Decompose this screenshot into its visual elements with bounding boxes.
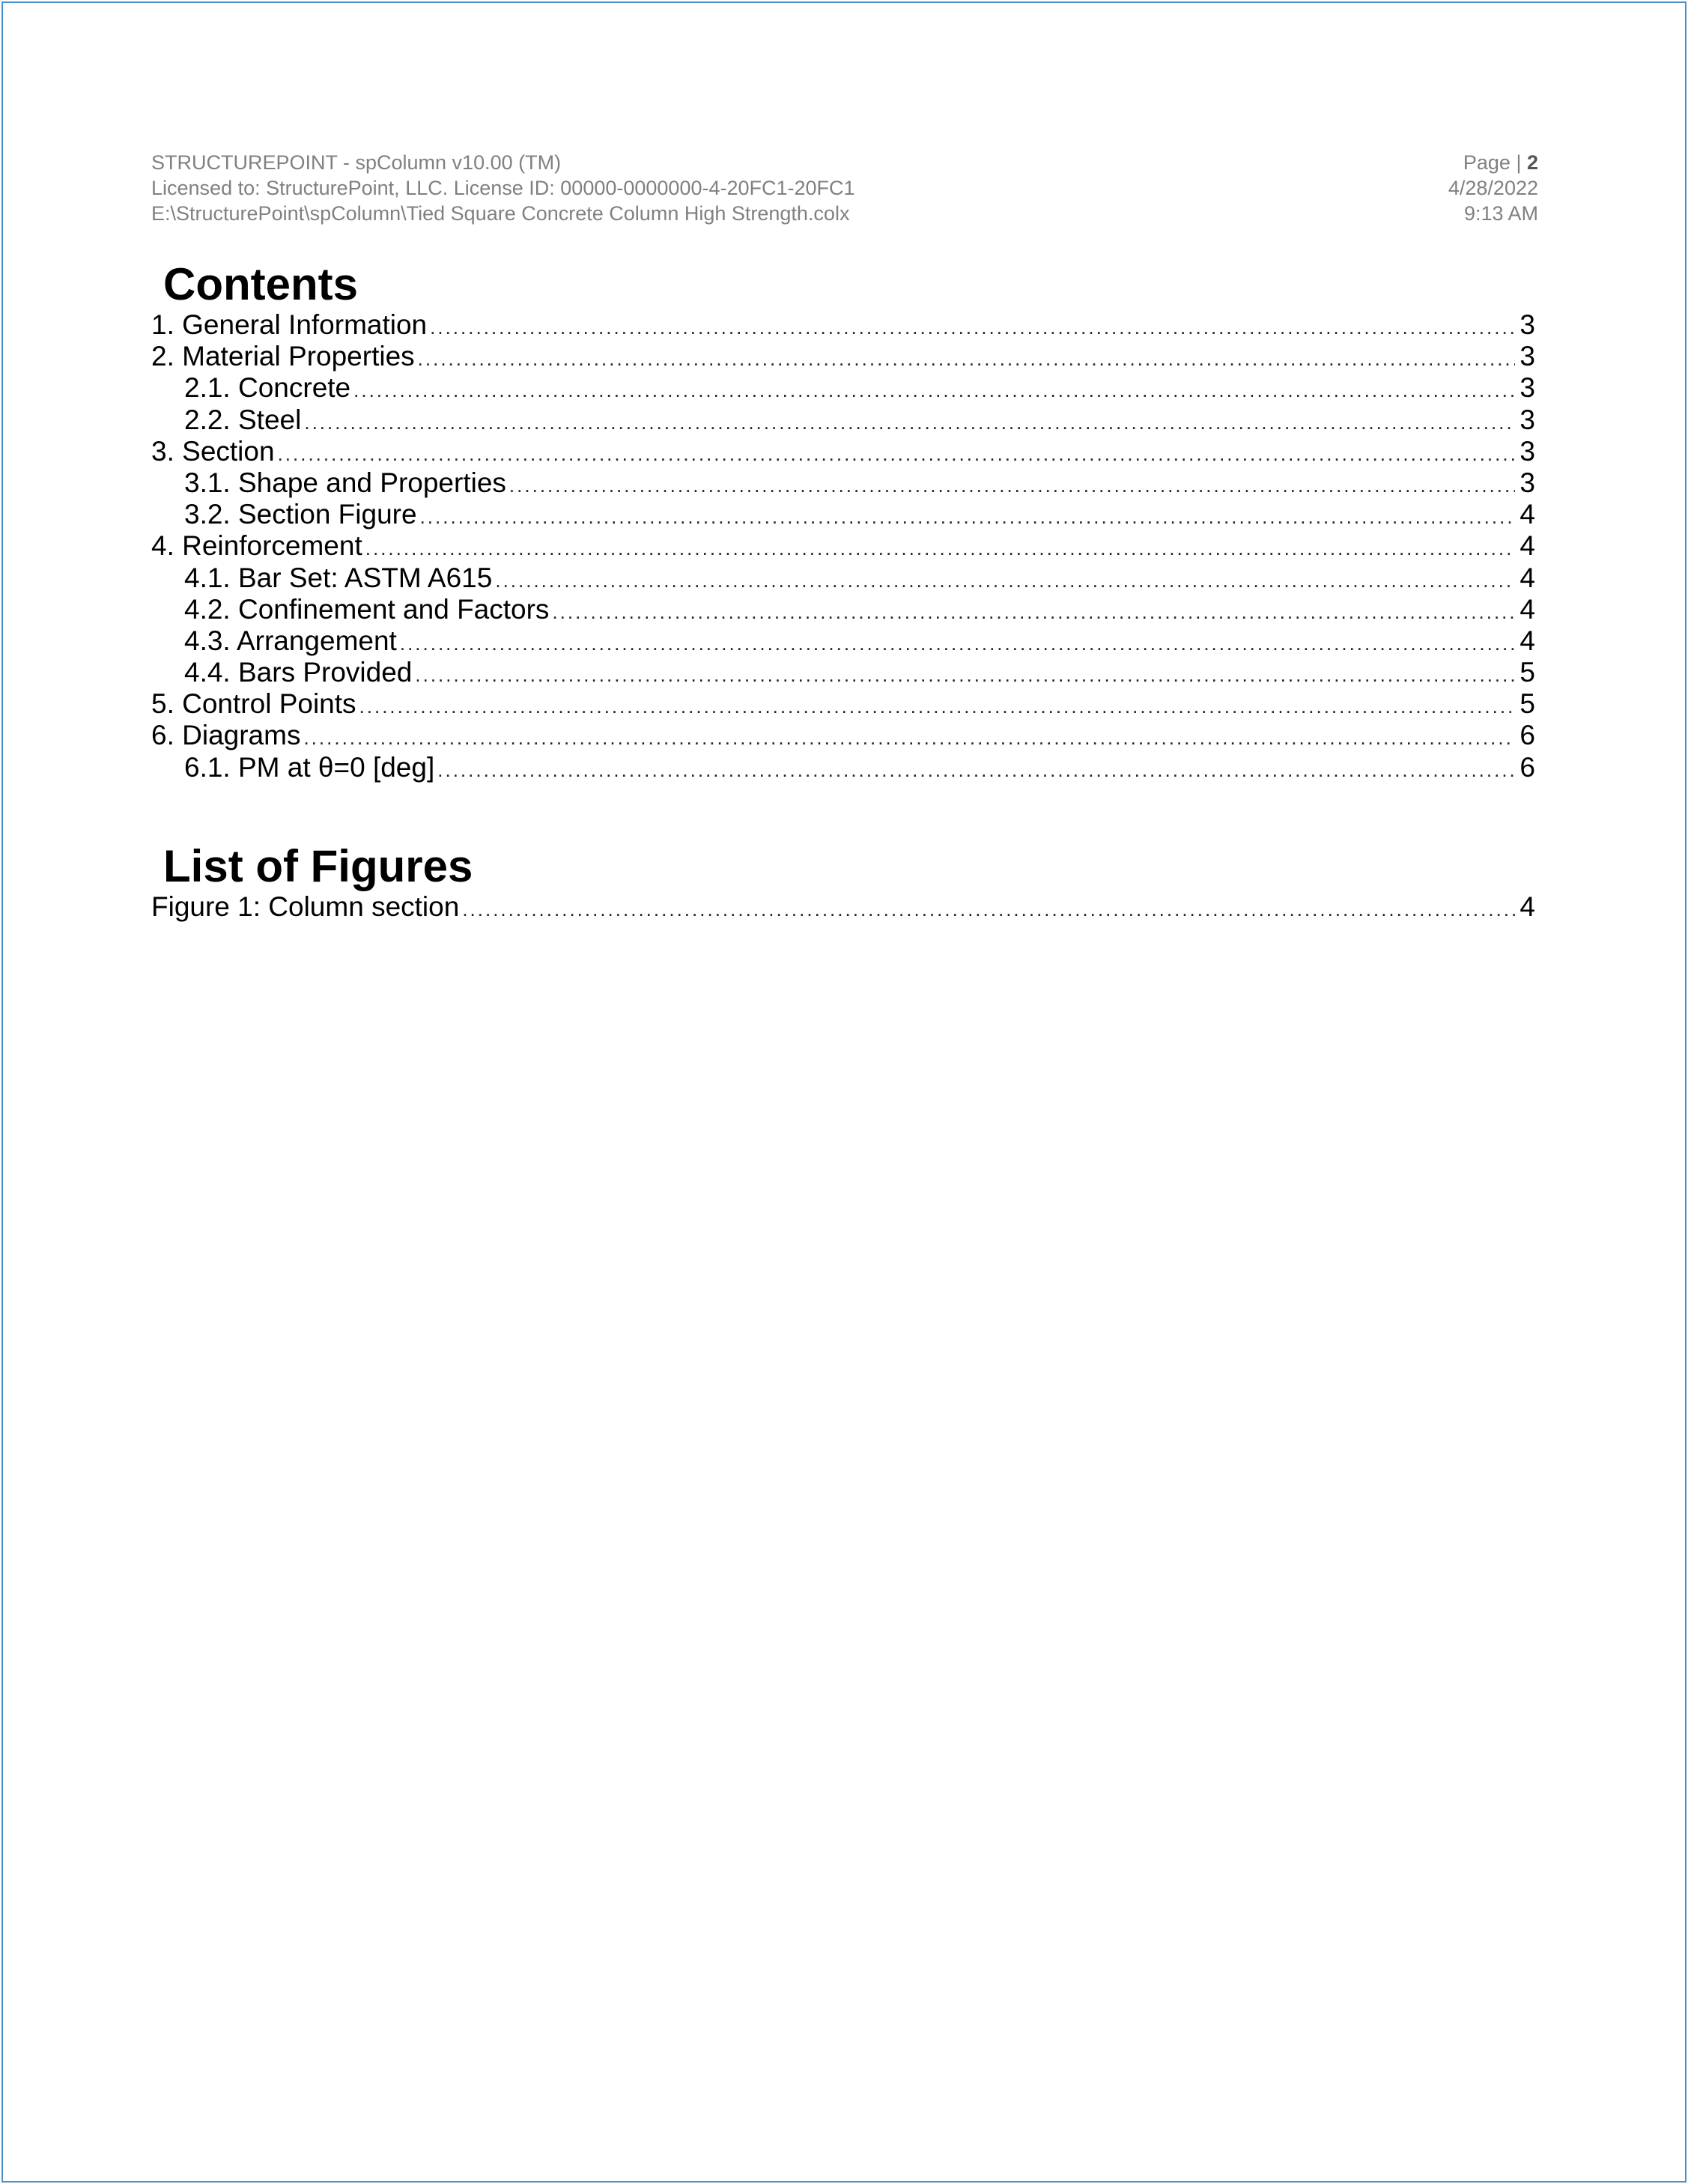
toc-dot-leader <box>418 343 1516 374</box>
page-number: 2 <box>1526 151 1538 174</box>
figures-title: List of Figures <box>163 841 473 891</box>
toc-dot-leader <box>303 722 1515 753</box>
toc-dot-leader <box>509 470 1516 501</box>
toc-entry-page: 3 <box>1519 341 1535 372</box>
toc-entry[interactable] <box>151 499 1535 530</box>
toc-entry-label: 4. Reinforcement <box>151 530 362 562</box>
toc-dot-leader <box>304 407 1515 438</box>
toc-entry[interactable] <box>151 309 1535 341</box>
toc-entry-page: 6 <box>1519 720 1535 751</box>
toc-entry[interactable] <box>151 752 1535 783</box>
toc-entry-page: 6 <box>1519 751 1535 783</box>
toc-entry[interactable] <box>151 657 1535 688</box>
toc-entry[interactable] <box>151 891 1535 923</box>
toc-entry-page: 4 <box>1519 499 1535 530</box>
header-license: Licensed to: StructurePoint, LLC. License ID: 00000-0000000-4-20FC1-20FC1 <box>151 177 855 199</box>
header-product: STRUCTUREPOINT - spColumn v10.00 (TM) <box>151 151 562 174</box>
toc-entry-page: 4 <box>1519 625 1535 656</box>
toc-entry-label: 4.3. Arrangement <box>184 625 397 656</box>
header-file-path: E:\StructurePoint\spColumn\Tied Square Concrete Column High Strength.colx <box>151 202 850 225</box>
toc-dot-leader <box>437 754 1515 786</box>
toc-entry-page: 4 <box>1519 530 1535 562</box>
toc-entry-label: 3.1. Shape and Properties <box>184 467 506 498</box>
toc-dot-leader <box>359 691 1516 722</box>
toc-entry[interactable] <box>151 562 1535 594</box>
toc-dot-leader <box>278 438 1516 470</box>
toc-entry[interactable] <box>151 436 1535 467</box>
contents-list <box>151 309 1535 783</box>
toc-entry-page: 4 <box>1519 891 1535 922</box>
toc-entry-page: 5 <box>1519 688 1535 720</box>
toc-entry-label: 3.2. Section Figure <box>184 499 417 530</box>
toc-entry-page: 3 <box>1519 309 1535 340</box>
header-page-label <box>1463 150 1538 175</box>
toc-entry-label: 2.2. Steel <box>184 404 302 435</box>
toc-entry-page: 5 <box>1519 657 1535 688</box>
toc-entry-label: 2.1. Concrete <box>184 372 351 404</box>
toc-dot-leader <box>365 533 1516 564</box>
header-row-1 <box>151 150 1538 175</box>
header-row-3 <box>151 201 1538 226</box>
toc-entry-page: 4 <box>1519 562 1535 593</box>
toc-dot-leader <box>495 565 1515 596</box>
toc-entry-label: 4.4. Bars Provided <box>184 657 413 688</box>
toc-dot-leader <box>430 312 1515 343</box>
header-date: 4/28/2022 <box>1448 177 1538 199</box>
toc-dot-leader <box>462 894 1515 925</box>
toc-entry[interactable] <box>151 530 1535 562</box>
toc-entry-label: 3. Section <box>151 435 275 467</box>
page-prefix: Page | <box>1463 151 1527 174</box>
toc-entry-label: 4.2. Confinement and Factors <box>184 593 550 625</box>
toc-entry[interactable] <box>151 720 1535 751</box>
toc-entry[interactable] <box>151 341 1535 372</box>
header-time: 9:13 AM <box>1463 202 1538 225</box>
figures-list <box>151 891 1535 923</box>
toc-entry[interactable] <box>151 594 1535 625</box>
toc-entry[interactable] <box>151 688 1535 720</box>
toc-dot-leader <box>415 659 1515 691</box>
toc-dot-leader <box>552 596 1515 628</box>
page-header <box>151 150 1538 226</box>
toc-entry-label: 4.1. Bar Set: ASTM A615 <box>184 562 493 593</box>
toc-entry-label: 6.1. PM at θ=0 [deg] <box>184 751 435 783</box>
toc-entry[interactable] <box>151 404 1535 436</box>
toc-entry-page: 4 <box>1519 593 1535 625</box>
toc-dot-leader <box>400 628 1516 659</box>
toc-entry[interactable] <box>151 625 1535 657</box>
toc-dot-leader <box>420 501 1516 533</box>
toc-entry-label: Figure 1: Column section <box>151 891 460 922</box>
toc-entry-label: 2. Material Properties <box>151 341 415 372</box>
toc-entry[interactable] <box>151 467 1535 499</box>
toc-entry-page: 3 <box>1519 467 1535 498</box>
toc-entry-page: 3 <box>1519 435 1535 467</box>
toc-entry-label: 6. Diagrams <box>151 720 301 751</box>
toc-entry-page: 3 <box>1519 404 1535 435</box>
toc-entry[interactable] <box>151 372 1535 404</box>
toc-entry-label: 5. Control Points <box>151 688 356 720</box>
toc-entry-label: 1. General Information <box>151 309 428 340</box>
toc-dot-leader <box>353 374 1515 406</box>
header-row-2 <box>151 175 1538 201</box>
contents-title: Contents <box>163 259 358 309</box>
toc-entry-page: 3 <box>1519 372 1535 404</box>
